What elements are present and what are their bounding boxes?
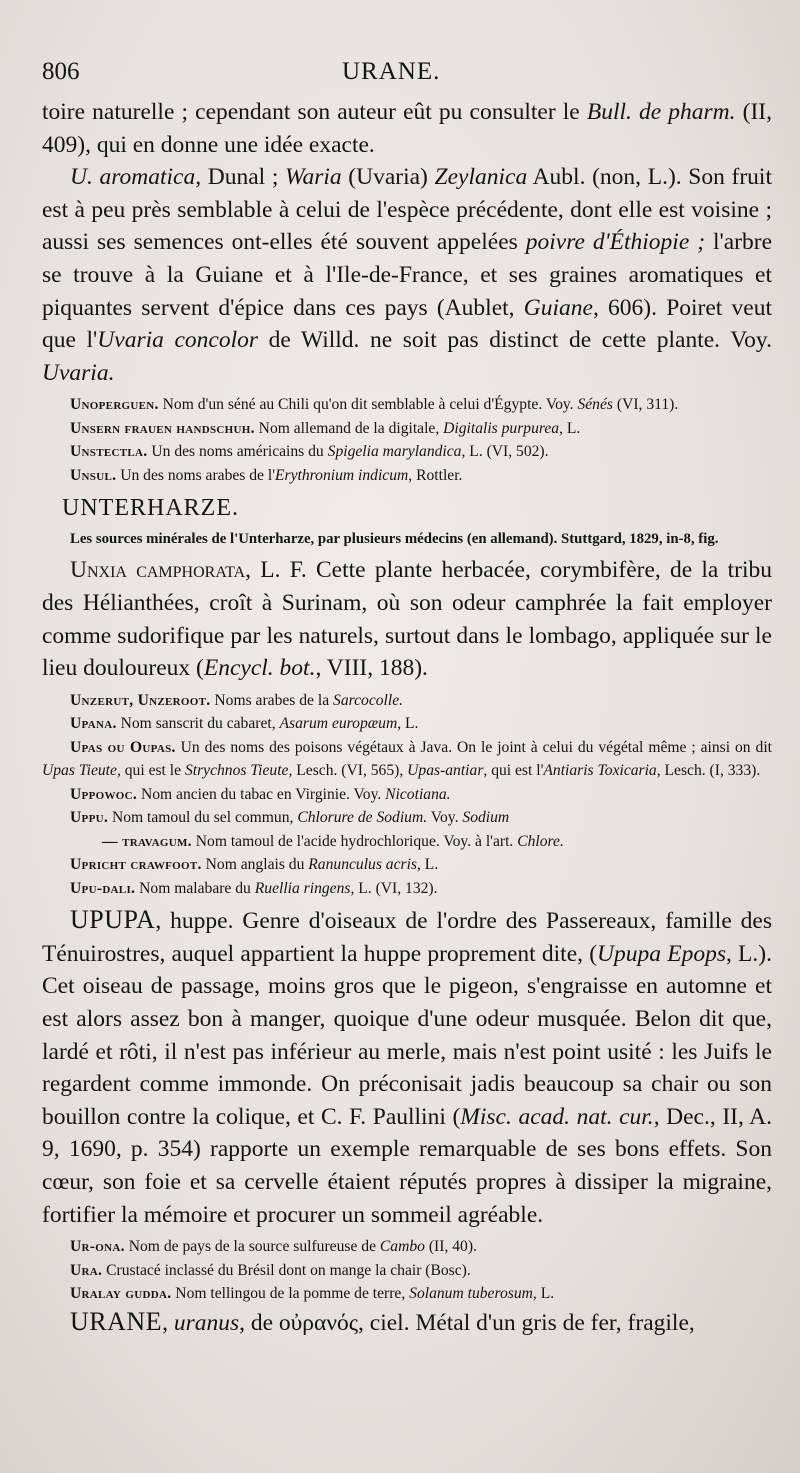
citation: Misc. acad. nat. cur.	[460, 1103, 654, 1130]
text: de Willd. ne soit pas distinct de cette plante. Voy.	[258, 327, 772, 354]
species-name: Upupa Epops	[597, 940, 726, 967]
text: (II, 40).	[424, 1238, 477, 1256]
text: Un des noms des poisons végétaux à Java. On le joint à celui du végétal même ; ainsi on dit	[175, 738, 772, 756]
dictionary-entry	[42, 1282, 772, 1306]
entry-term: Unsul.	[70, 466, 117, 484]
text: Nom ancien du tabac en Virginie. Voy.	[137, 785, 386, 803]
species-name: Spigelia marylandica	[327, 443, 462, 461]
text: Voy.	[427, 809, 463, 827]
text: Nom anglais du	[201, 856, 309, 874]
species-name: Zeylanica	[434, 164, 528, 191]
text: l'arbre se trouve à la Guiane et à l'Ile-de-France, et ses graines aromatiques et piquantes servent d'épice dans ces pays (Aublet,	[42, 229, 773, 321]
species-name: Ranunculus acris	[308, 856, 417, 874]
species-name: U. aromatica,	[70, 164, 202, 191]
entry-term: Unstectla.	[70, 443, 148, 461]
text: Un des noms arabes de l'	[116, 466, 276, 484]
text: , VIII, 188).	[315, 655, 428, 682]
text: qui est le	[120, 762, 185, 780]
text: Aubl. (non, L.). Son fruit est à peu près semblable à celui de l'espèce précédente, dont elle est voisine ; aussi ses semences ont-elles été souvent appelées	[42, 164, 772, 256]
dictionary-entry	[42, 689, 772, 713]
text: , de οὐρανός, ciel. Métal d'un gris de fer, fragile,	[239, 1309, 695, 1336]
dictionary-entry	[42, 464, 772, 488]
species-name: Antiaris Toxicaria	[543, 762, 657, 780]
species-name: Upas Tieute,	[42, 762, 121, 780]
citation: Guiane	[523, 294, 593, 321]
text: , 606). Poiret veut que l'	[42, 294, 772, 354]
dictionary-entry	[42, 393, 772, 417]
running-title: URANE.	[342, 58, 441, 85]
entry-term: Unoperguen.	[70, 396, 159, 414]
cross-reference: Sarcocolle.	[333, 691, 404, 709]
text: toire naturelle ; cependant son auteur eût pu consulter le	[42, 99, 587, 125]
entry-term: Upas ou Oupas.	[70, 738, 176, 756]
text: , L.	[559, 419, 581, 437]
cross-reference: Sénés	[577, 396, 613, 414]
entry-term: Upu-dali.	[70, 879, 136, 897]
entry-term: Unzerut, Unzeroot.	[70, 691, 211, 709]
text: , L. (VI, 502).	[461, 443, 549, 461]
cross-reference: Nicotiana.	[385, 785, 451, 803]
small-entries-block-3	[42, 1235, 772, 1306]
cross-reference: Sodium	[462, 809, 510, 827]
entry-term: Ura.	[70, 1261, 103, 1279]
species-name: Asarum europæum	[279, 715, 398, 733]
entry-term: UPUPA	[70, 905, 156, 935]
genus-name: Waria	[285, 164, 342, 191]
text: Nom de pays de la source sulfureuse de	[124, 1238, 380, 1256]
text: ,	[162, 1309, 174, 1336]
dictionary-entry	[42, 417, 772, 441]
text: Nom sanscrit du cabaret,	[116, 715, 280, 733]
text: , Dec., II, A. 9, 1690, p. 354) rapporte un exemple remarquable de ses bons effets. Son cœur, son foie et sa cervelle étaient réputés propres à dissiper la migraine, fortifier la mémoire et procurer un sommeil agréable.	[42, 1103, 772, 1228]
text: (Uvaria)	[341, 164, 435, 191]
section-heading-unterharze: UNTERHARZE.	[62, 495, 239, 522]
text: L. F. Cette plante herbacée, corymbifère, de la tribu des Hélianthées, croît à Surinam, où son odeur camphrée la fait employer comme sudorifique par les naturels, surtout dans le lombago, appliquée sur le lieu douloureux (	[42, 557, 772, 682]
entry-term: Unsern frauen handschuh.	[70, 419, 255, 437]
species-name: Ruellia ringens	[254, 879, 351, 897]
entry-term: URANE	[70, 1306, 163, 1336]
species-name: Solanum tuberosum	[409, 1285, 533, 1303]
text: , L.). Cet oiseau de passage, moins gros que le pigeon, s'engraisse en automne et est alors assez bon à manger, quoique d'une odeur musquée. Belon dit que, lardé et rôti, il n'est pas inférieur au merle, mais n'est point usité : les Juifs le regardent comme immonde. On préconisait jadis beaucoup sa chair ou son bouillon contre la colique, et C. F. Paullini (	[42, 940, 772, 1130]
text: , qui est l'	[483, 762, 544, 780]
text: (VI, 311).	[612, 396, 679, 414]
dictionary-entry	[42, 783, 772, 807]
paragraph-opening	[42, 96, 772, 161]
text: Nom tamoul de l'acide hydrochlorique. Voy. à l'art.	[191, 832, 518, 850]
text: , L.	[417, 856, 439, 874]
paragraph-upupa	[42, 904, 772, 1231]
bibliography-note: Les sources minérales de l'Unterharze, par plusieurs médecins (en allemand). Stuttgard, 1829, in-8, fig.	[70, 531, 719, 548]
cross-reference: Uvaria.	[42, 359, 115, 386]
text: Nom tellingou de la pomme de terre,	[171, 1285, 410, 1303]
paragraph-aromatica	[42, 161, 772, 389]
chemical-name: Chlorure de Sodium.	[297, 809, 428, 827]
common-name: poivre d'Éthiopie ;	[525, 229, 706, 256]
entry-term: Unxia camphorata,	[70, 557, 252, 584]
citation: Encycl. bot.	[203, 655, 316, 682]
entry-term: Uralay gudda.	[70, 1285, 172, 1303]
text: Nom tamoul du sel commun,	[108, 809, 298, 827]
paragraph-urane	[42, 1306, 772, 1340]
text: , Rottler.	[408, 466, 463, 484]
entry-term: Upricht crawfoot.	[70, 856, 202, 874]
paragraph-unxia	[42, 554, 772, 684]
dictionary-entry	[42, 440, 772, 464]
text: , Lesch. (I, 333).	[656, 762, 761, 780]
text: , huppe. Genre d'oiseaux de l'ordre des Passereaux, famille des Ténuirostres, auquel appartient la huppe proprement dite, (	[42, 908, 772, 967]
species-name: Upas-antiar	[407, 762, 484, 780]
text: , L.	[532, 1285, 555, 1303]
cross-reference: Chlore.	[517, 832, 564, 850]
dictionary-entry	[42, 853, 772, 877]
entry-term: Upana.	[70, 715, 117, 733]
page-header	[42, 58, 772, 96]
species-name: Strychnos Tieute,	[184, 762, 293, 780]
text: Nom malabare du	[135, 879, 255, 897]
citation: Bull. de pharm.	[586, 99, 736, 125]
dictionary-entry	[42, 1235, 772, 1259]
text: Noms arabes de la	[210, 691, 334, 709]
entry-term: Uppu.	[70, 809, 109, 827]
text: Nom allemand de la digitale,	[254, 419, 444, 437]
text: , L.	[397, 715, 419, 733]
dictionary-entry	[42, 830, 772, 854]
text: Un des noms américains du	[147, 443, 328, 461]
place-name: Cambo	[379, 1238, 425, 1256]
entry-term: Ur-ona.	[70, 1238, 125, 1256]
dictionary-entry	[42, 806, 772, 830]
text: , L. (VI, 132).	[350, 879, 438, 897]
dictionary-entry	[42, 736, 772, 783]
entry-term: Uppowoc.	[70, 785, 138, 803]
species-name: Erythronium indicum	[275, 466, 409, 484]
text: Dunal ;	[201, 164, 286, 191]
entry-term: — travagum.	[102, 832, 192, 850]
small-entries-block-1	[42, 393, 772, 487]
text: Nom d'un séné au Chili qu'on dit semblable à celui d'Égypte. Voy.	[158, 396, 578, 414]
dictionary-entry	[42, 712, 772, 736]
species-name: Digitalis purpurea	[443, 419, 560, 437]
dictionary-entry	[42, 877, 772, 901]
small-entries-block-2	[42, 689, 772, 901]
text: Lesch. (VI, 565),	[292, 762, 408, 780]
text: (II, 409), qui en donne une idée exacte.	[42, 99, 772, 158]
latin-name: uranus	[173, 1309, 240, 1336]
text: Crustacé inclassé du Brésil dont on mange la chair (Bosc).	[102, 1261, 471, 1279]
species-name: Uvaria concolor	[97, 327, 259, 354]
page-number: 806	[42, 58, 80, 85]
dictionary-entry	[42, 1259, 772, 1283]
